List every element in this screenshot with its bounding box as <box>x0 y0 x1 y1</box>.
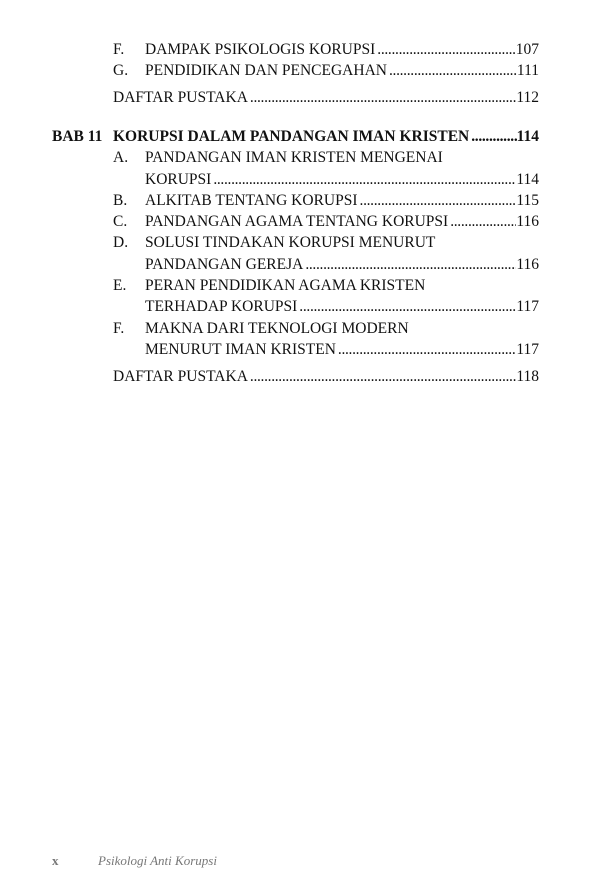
toc-entry-d-cont[interactable] <box>145 255 539 275</box>
entry-label: D. <box>113 234 129 251</box>
dot-leader <box>248 367 516 387</box>
entry-title: ALKITAB TENTANG KORUPSI <box>145 192 358 209</box>
entry-label: B. <box>113 192 128 209</box>
footer-book-title: Psikologi Anti Korupsi <box>98 853 217 868</box>
toc-entry-f[interactable] <box>113 40 539 60</box>
entry-title: MAKNA DARI TEKNOLOGI MODERN <box>145 320 409 337</box>
entry-title: PERAN PENDIDIKAN AGAMA KRISTEN <box>145 277 426 294</box>
toc-entry-daftar-pustaka[interactable] <box>113 88 539 108</box>
entry-title: PENDIDIKAN DAN PENCEGAHAN <box>145 62 387 79</box>
toc-entry-f2-cont[interactable] <box>145 340 539 360</box>
entry-title: DAFTAR PUSTAKA <box>113 368 248 385</box>
entry-title: PANDANGAN AGAMA TENTANG KORUPSI <box>145 213 449 230</box>
dot-leader <box>358 191 517 211</box>
entry-page: 117 <box>516 341 539 358</box>
entry-title: PANDANGAN IMAN KRISTEN MENGENAI <box>145 149 443 166</box>
entry-title: DAMPAK PSIKOLOGIS KORUPSI <box>145 41 376 58</box>
entry-page: 117 <box>516 298 539 315</box>
entry-page: 107 <box>515 41 539 58</box>
chapter-label: BAB 11 <box>52 128 103 145</box>
entry-page: 116 <box>516 256 539 273</box>
entry-label: A. <box>113 149 129 166</box>
toc-chapter-bab-11[interactable] <box>52 127 539 147</box>
entry-page: 111 <box>516 62 539 79</box>
entry-page: 118 <box>516 368 539 385</box>
toc-entry-a[interactable] <box>113 148 539 168</box>
entry-label: G. <box>113 62 129 79</box>
toc-entry-daftar-pustaka-2[interactable] <box>113 367 539 387</box>
entry-title: DAFTAR PUSTAKA <box>113 89 248 106</box>
dot-leader <box>303 255 516 275</box>
toc-entry-e[interactable] <box>113 276 539 296</box>
entry-title: KORUPSI <box>145 171 212 188</box>
entry-page: 112 <box>516 89 539 106</box>
entry-page: 115 <box>516 192 539 209</box>
toc-entry-c[interactable] <box>113 212 539 232</box>
toc-entry-f2[interactable] <box>113 319 539 339</box>
dot-leader <box>211 170 516 190</box>
toc-entry-e-cont[interactable] <box>145 297 539 317</box>
entry-page: 114 <box>516 171 539 188</box>
toc-entry-b[interactable] <box>113 191 539 211</box>
toc-entry-g[interactable] <box>113 61 539 81</box>
entry-title: PANDANGAN GEREJA <box>145 256 304 273</box>
toc-entry-a-cont[interactable] <box>145 170 539 190</box>
toc-entry-d[interactable] <box>113 233 539 253</box>
entry-title: TERHADAP KORUPSI <box>145 298 298 315</box>
dot-leader <box>336 340 516 360</box>
entry-title: SOLUSI TINDAKAN KORUPSI MENURUT <box>145 234 436 251</box>
footer-page-number: x <box>52 853 59 868</box>
entry-label: F. <box>113 320 125 337</box>
dot-leader <box>375 40 515 60</box>
dot-leader <box>297 297 516 317</box>
dot-leader <box>387 61 517 81</box>
dot-leader <box>248 88 516 108</box>
entry-label: F. <box>113 41 125 58</box>
entry-label: C. <box>113 213 128 230</box>
entry-label: E. <box>113 277 127 294</box>
entry-page: 116 <box>516 213 539 230</box>
chapter-page: 114 <box>516 128 539 145</box>
dot-leader <box>469 127 516 147</box>
dot-leader <box>448 212 516 232</box>
chapter-title: KORUPSI DALAM PANDANGAN IMAN KRISTEN <box>113 128 470 145</box>
entry-title: MENURUT IMAN KRISTEN <box>145 341 336 358</box>
